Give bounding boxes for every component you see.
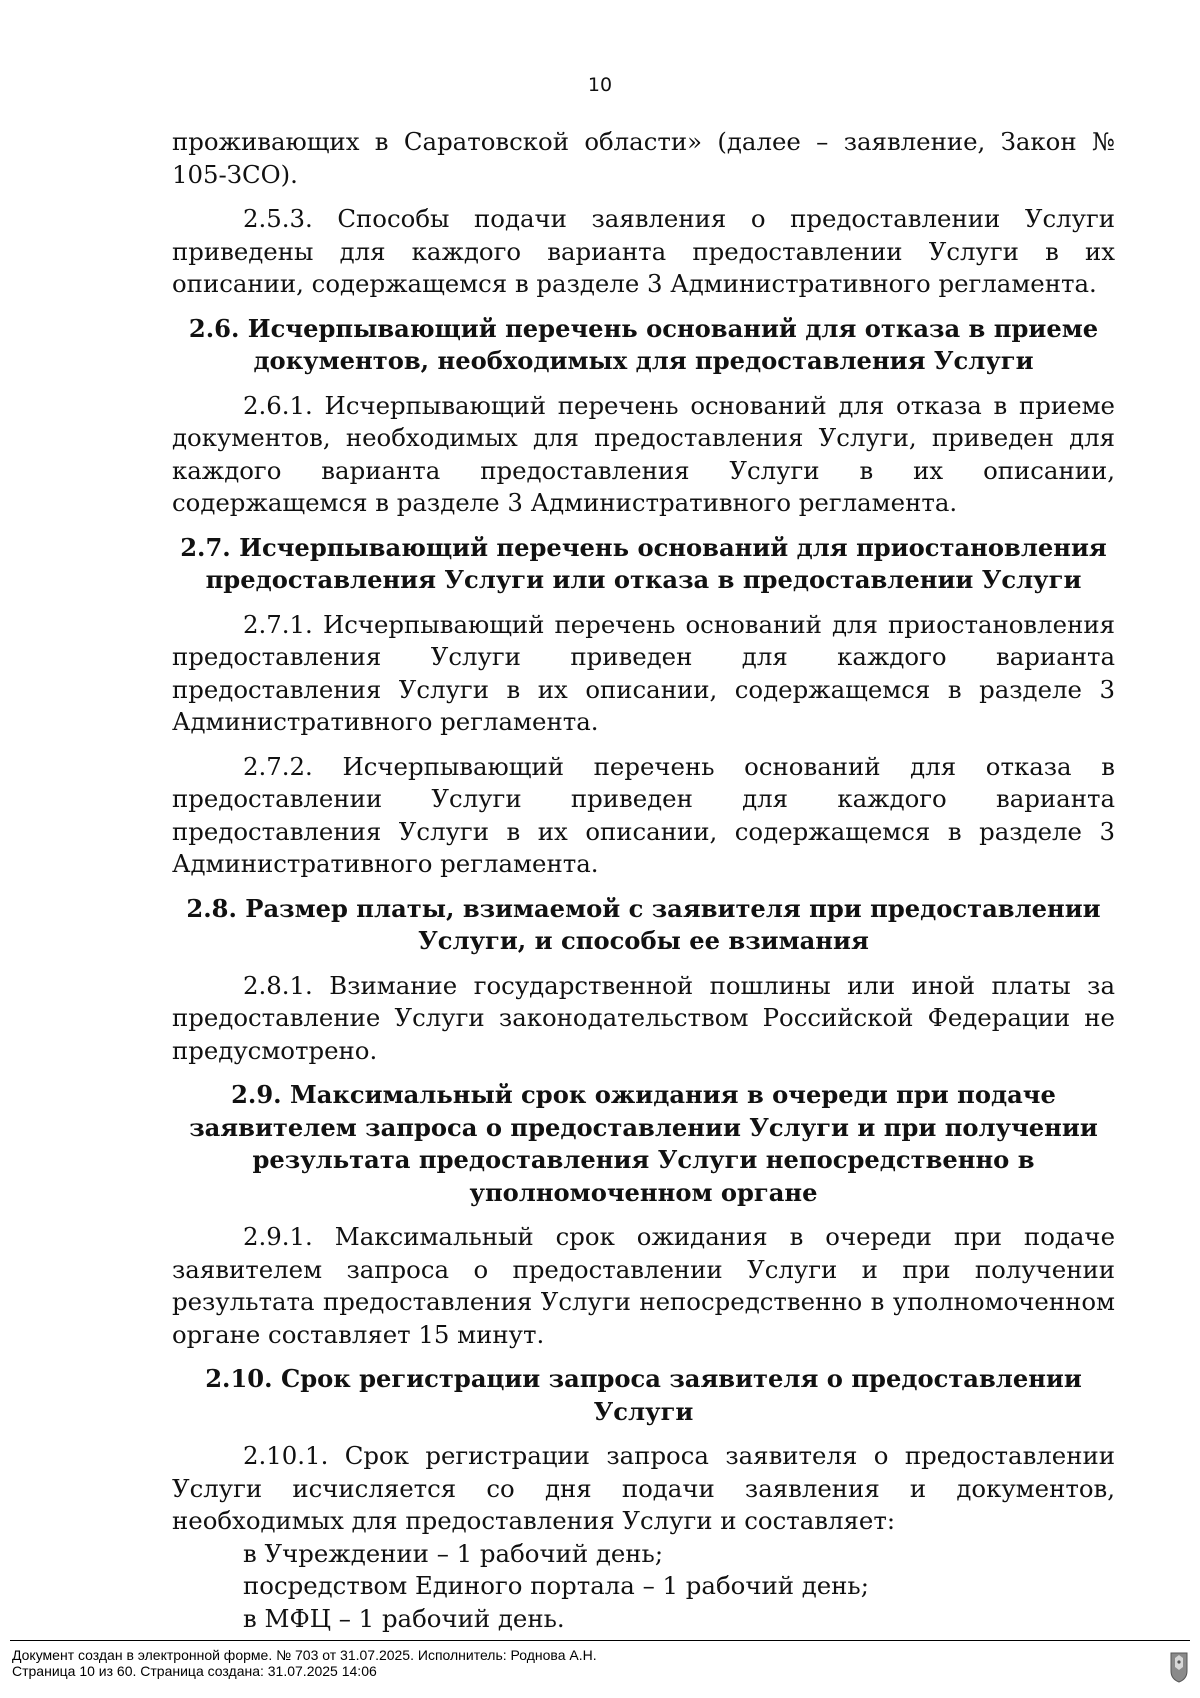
list-item: в МФЦ – 1 рабочий день.: [243, 1603, 565, 1633]
footer-document-info: Документ создан в электронной форме. № 703 от 31.07.2025. Исполнитель: Роднова А.Н.: [12, 1647, 597, 1663]
list-item: в Учреждении – 1 рабочий день;: [243, 1538, 664, 1568]
document-body: [172, 126, 1115, 1635]
page-number: 10: [587, 74, 613, 96]
coat-of-arms-icon: [1168, 1650, 1190, 1684]
paragraph-2-9-1: 2.9.1. Максимальный срок ожидания в очереди при подаче заявителем запроса о предоставлении Услуги и при получении результата предоставления Услуги непосредственно в уполномоченном органе составляет 15 минут.: [172, 1222, 1115, 1349]
heading-2-6: 2.6. Исчерпывающий перечень оснований для отказа в приеме документов, необходимых для предоставления Услуги: [188, 313, 1099, 375]
paragraph-2-5-3: 2.5.3. Способы подачи заявления о предоставлении Услуги приведены для каждого варианта предоставлении Услуги в их описании, содержащемся в разделе 3 Административного регламента.: [172, 204, 1115, 298]
list-item: посредством Единого портала – 1 рабочий день;: [243, 1571, 869, 1600]
footer-page-info: Страница 10 из 60. Страница создана: 31.07.2025 14:06: [12, 1663, 377, 1679]
footer: [12, 1647, 597, 1679]
paragraph-2-7-1: 2.7.1. Исчерпывающий перечень оснований для приостановления предоставления Услуги приведен для каждого варианта предоставления Услуги в их описании, содержащемся в разделе 3 Административного регламента.: [172, 609, 1115, 736]
heading-2-7: 2.7. Исчерпывающий перечень оснований для приостановления предоставления Услуги или отказа в предоставлении Услуги: [180, 532, 1107, 594]
paragraph-2-7-2: 2.7.2. Исчерпывающий перечень оснований для отказа в предоставлении Услуги приведен для каждого варианта предоставления Услуги в их описании, содержащемся в разделе 3 Административного регламента.: [172, 751, 1115, 878]
heading-2-10: 2.10. Срок регистрации запроса заявителя о предоставлении Услуги: [205, 1364, 1082, 1426]
paragraph-2-6-1: 2.6.1. Исчерпывающий перечень оснований для отказа в приеме документов, необходимых для предоставления Услуги, приведен для каждого варианта предоставления Услуги в их описании, содержащемся в разделе 3 Административного регламента.: [172, 390, 1115, 517]
paragraph-2-10-1: 2.10.1. Срок регистрации запроса заявителя о предоставлении Услуги исчисляется со дня подачи заявления и документов, необходимых для предоставления Услуги и составляет:: [172, 1441, 1115, 1535]
paragraph-intro: проживающих в Саратовской области» (далее – заявление, Закон № 105-ЗСО).: [172, 127, 1115, 189]
footer-divider: [10, 1640, 1190, 1641]
paragraph-2-8-1: 2.8.1. Взимание государственной пошлины или иной платы за предоставление Услуги законодательством Российской Федерации не предусмотрено.: [172, 970, 1115, 1065]
heading-2-8: 2.8. Размер платы, взимаемой с заявителя при предоставлении Услуги, и способы ее взимания: [186, 893, 1101, 955]
heading-2-9: 2.9. Максимальный срок ожидания в очереди при подаче заявителем запроса о предоставлении Услуги и при получении результата предоставления Услуги непосредственно в уполномоченном органе: [189, 1080, 1098, 1207]
